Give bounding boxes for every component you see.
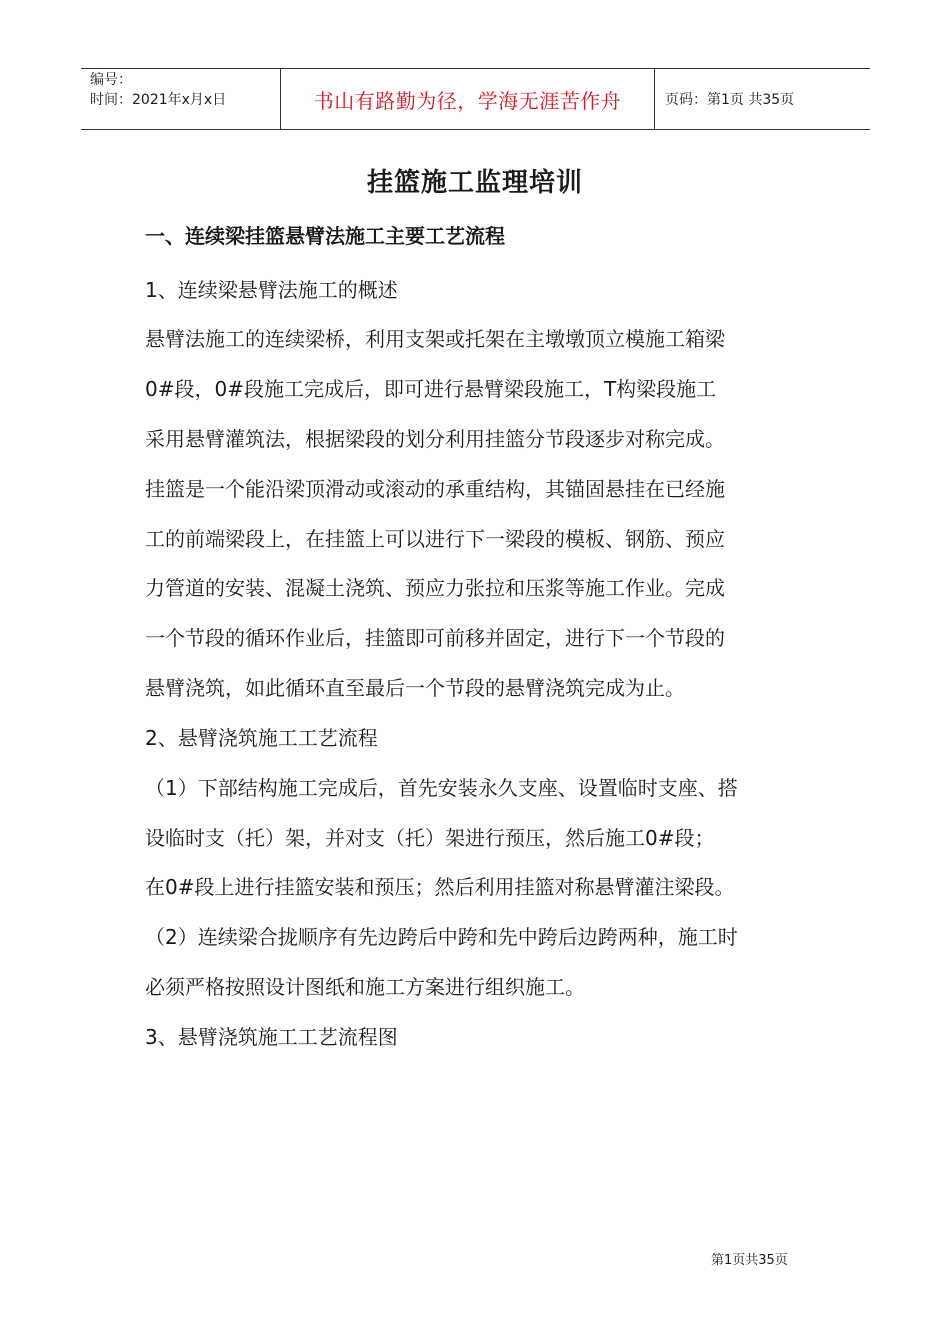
paragraph-line: 在0#段上进行挂篮安装和预压；然后利用挂篮对称悬臂灌注梁段。 xyxy=(145,875,735,899)
paragraph-line: 0#段，0#段施工完成后，即可进行悬臂梁段施工，T构梁段施工 xyxy=(145,377,717,401)
paragraph-line: （1）下部结构施工完成后，首先安装永久支座、设置临时支座、搭 xyxy=(145,776,738,800)
paragraph-line: （2）连续梁合拢顺序有先边跨后中跨和先中跨后边跨两种，施工时 xyxy=(145,925,738,949)
paragraph-line: 设临时支（托）架，并对支（托）架进行预压，然后施工0#段； xyxy=(145,826,715,850)
paragraph-line: 挂篮是一个能沿梁顶滑动或滚动的承重结构，其锚固悬挂在已经施 xyxy=(145,477,725,501)
paragraph-line: 一个节段的循环作业后，挂篮即可前移并固定，进行下一个节段的 xyxy=(145,626,725,650)
paragraph-line: 必须严格按照设计图纸和施工方案进行组织施工。 xyxy=(145,975,585,999)
subsection-heading: 2、悬臂浇筑施工工艺流程 xyxy=(145,726,378,750)
section-heading: 一、连续梁挂篮悬臂法施工主要工艺流程 xyxy=(145,224,505,248)
page-footer: 第1页共35页 xyxy=(711,1253,788,1268)
header-motto: 书山有路勤为径，学海无涯苦作舟 xyxy=(281,69,655,129)
header-page-info: 页码：第1页 共35页 xyxy=(665,92,795,108)
paragraph-line: 悬臂浇筑，如此循环直至最后一个节段的悬臂浇筑完成为止。 xyxy=(145,676,685,700)
subsection-heading: 3、悬臂浇筑施工工艺流程图 xyxy=(145,1025,398,1049)
time-label: 时间：2021年x月x日 xyxy=(90,92,227,108)
document-title: 挂篮施工监理培训 xyxy=(366,168,583,198)
paragraph-line: 工的前端梁段上，在挂篮上可以进行下一梁段的模板、钢筋、预应 xyxy=(145,527,725,551)
paragraph-line: 采用悬臂灌筑法，根据梁段的划分利用挂篮分节段逐步对称完成。 xyxy=(145,427,725,451)
subsection-heading: 1、连续梁悬臂法施工的概述 xyxy=(145,278,398,302)
number-label: 编号： xyxy=(90,72,132,88)
paragraph-line: 悬臂法施工的连续梁桥，利用支架或托架在主墩墩顶立模施工箱梁 xyxy=(145,327,725,351)
page-header xyxy=(81,68,870,130)
header-meta xyxy=(81,69,281,129)
paragraph-line: 力管道的安装、混凝土浇筑、预应力张拉和压浆等施工作业。完成 xyxy=(145,576,725,600)
